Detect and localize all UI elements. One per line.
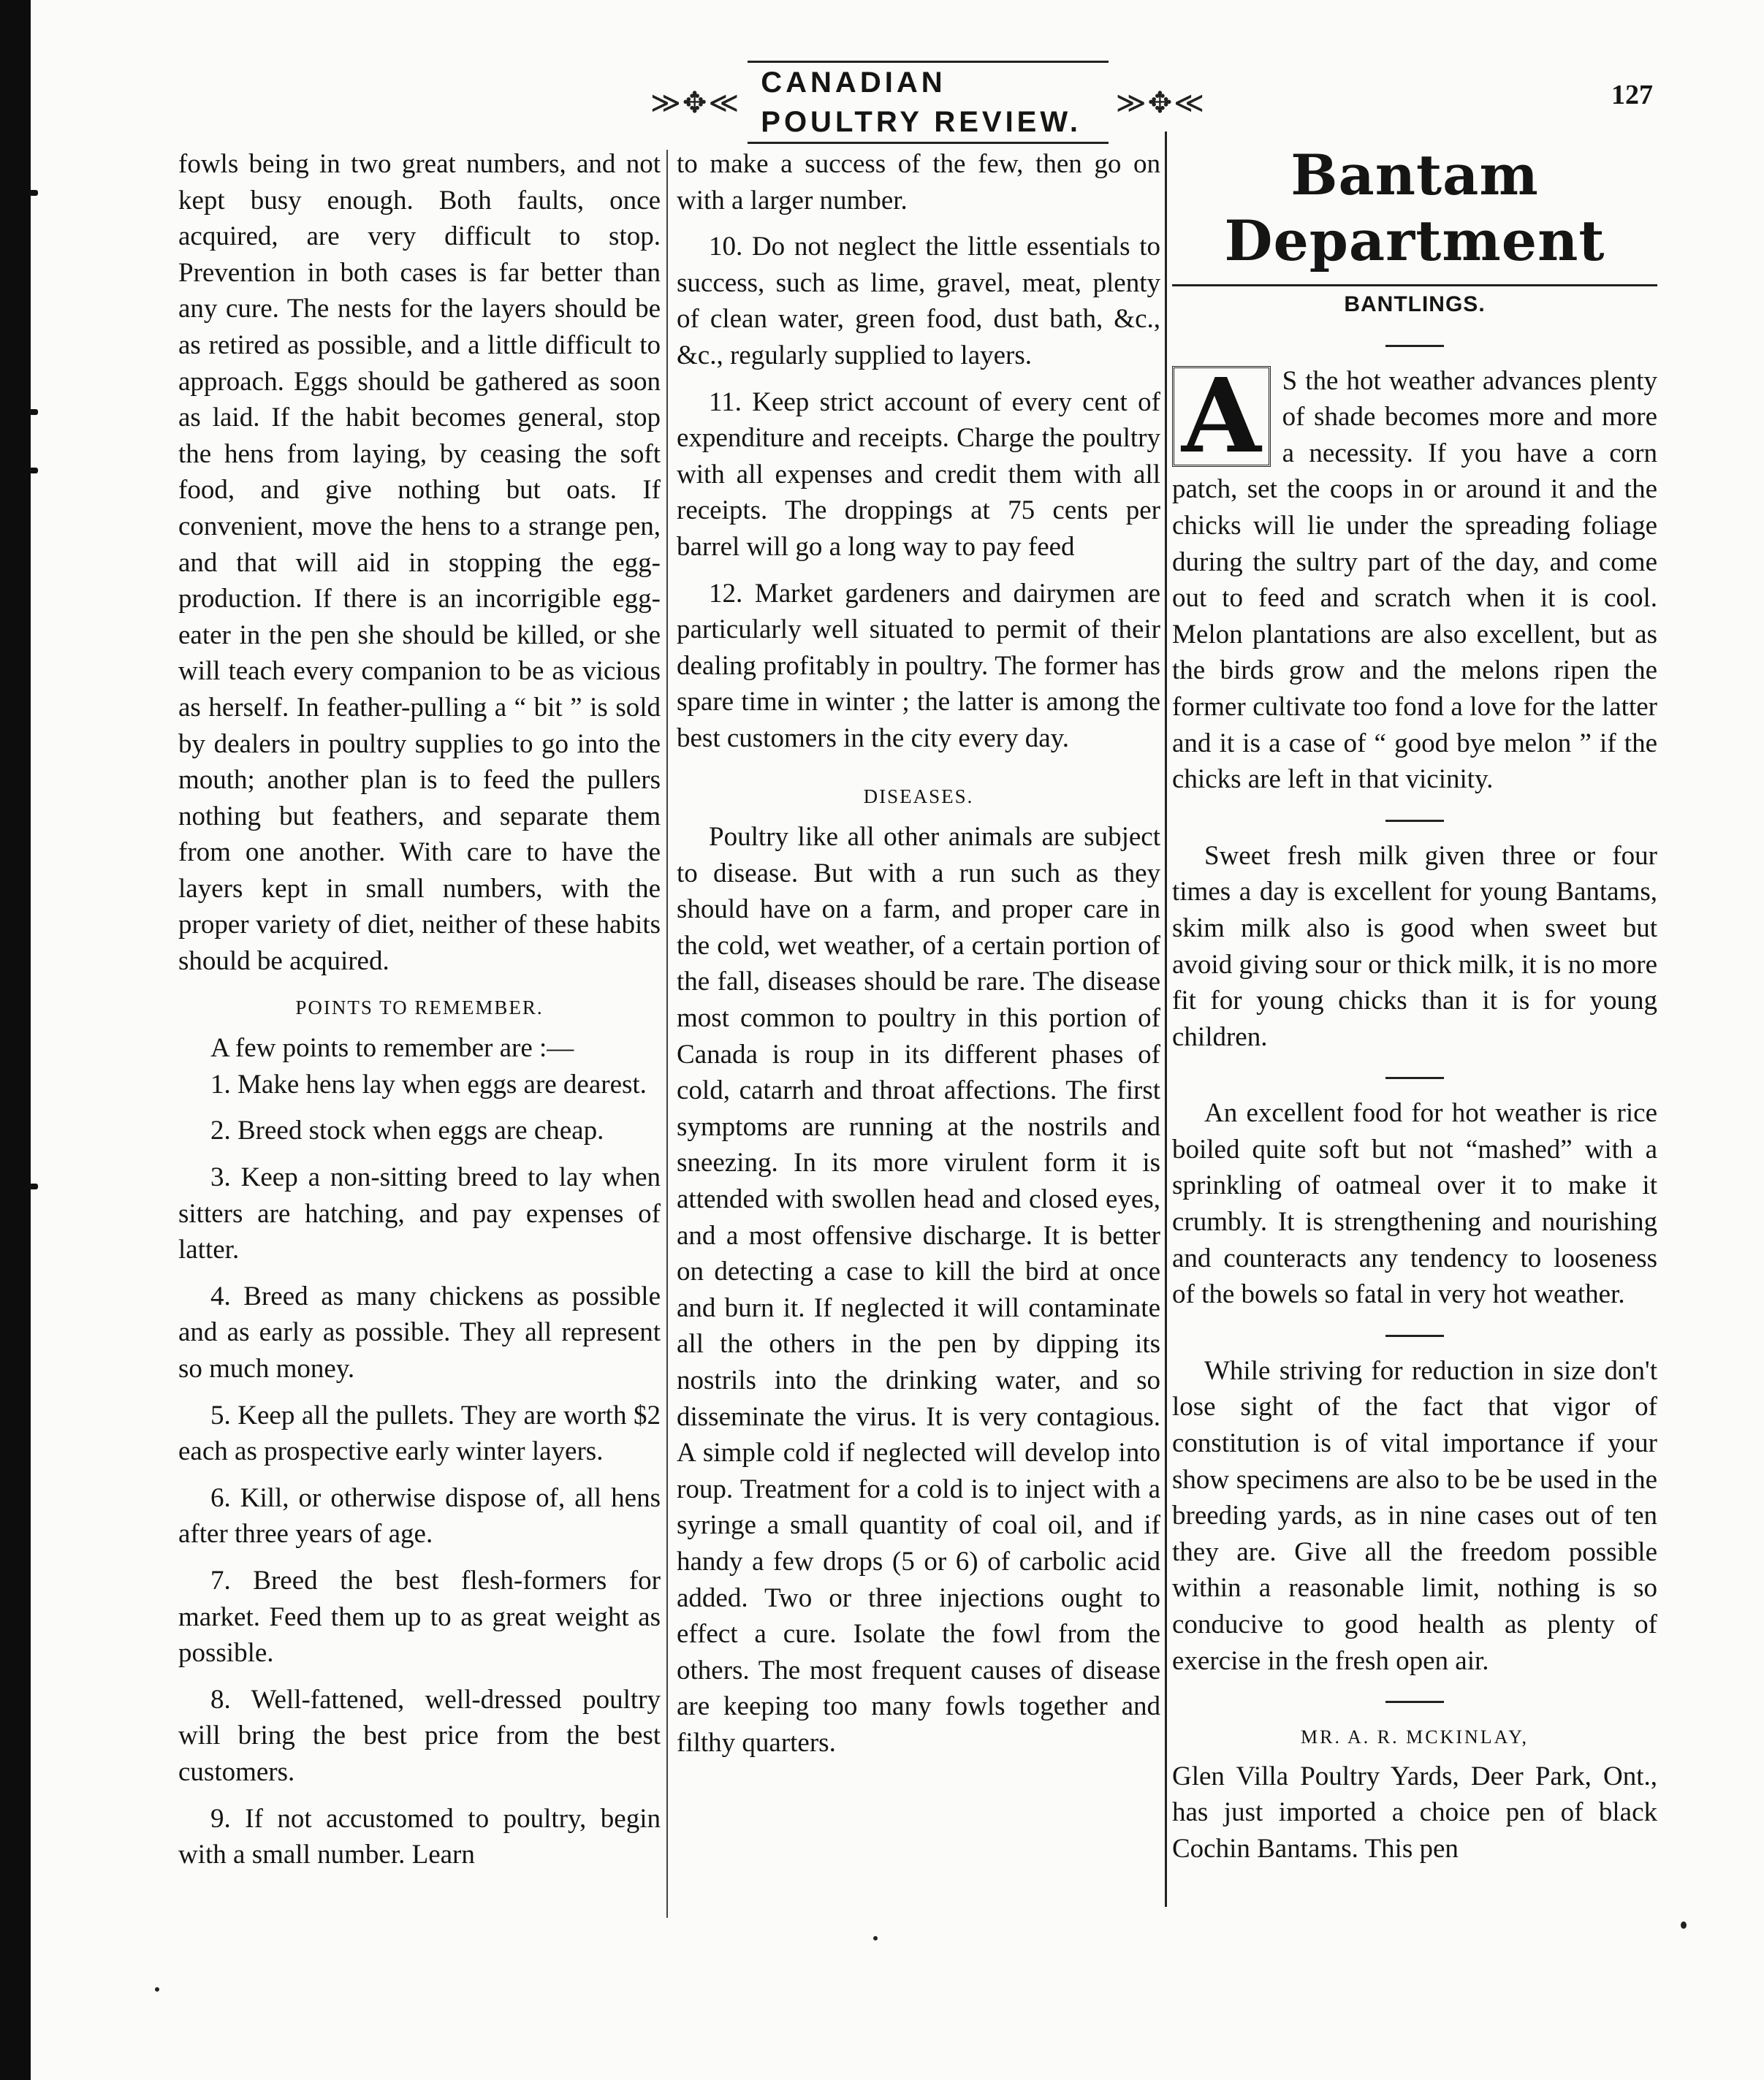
masthead [650,66,1206,138]
print-speck [155,1987,159,1992]
column-1 [178,146,661,1873]
section-heading-bantlings: BANTLINGS. [1344,292,1486,316]
binding-mark [29,190,38,196]
section-heading-points: POINTS TO REMEMBER. [295,996,544,1018]
point-item: 5. Keep all the pullets. They are worth $2 each as prospective early winter layers. [178,1400,661,1467]
masthead-ornament-right-icon: ≫✥≪ [1115,85,1206,119]
point-item: 3. Keep a non-sitting breed to lay when sitters are hatching, and pay expenses of latter. [178,1162,661,1265]
short-rule [1385,1335,1444,1337]
binding-mark [29,468,38,473]
masthead-title: CANADIAN POULTRY REVIEW. [748,61,1108,144]
point-item: 2. Breed stock when eggs are cheap. [210,1116,604,1146]
masthead-ornament-left-icon: ≫✥≪ [650,85,741,119]
paragraph-shade-text: S the hot weather advances plenty of shade becomes more and more a necessity. If you have a corn patch, set the coops in or around it and the chicks will lie under the spreading foliage during the sultry part of the day, and come out to feed and scratch when it is cool. Melon plantations are also excellent, but as the birds grow and the melons ripen the former cultivate too fond a love for the latter and it is a case of “ good bye melon ” if the chicks are left in that vicinity. [1172,365,1657,795]
page-number: 127 [1611,80,1653,110]
point-item: 7. Breed the best flesh-formers for market. Feed them up to as great weight as possible. [178,1565,661,1669]
section-heading-diseases: DISEASES. [863,785,974,807]
point-item: 9. If not accustomed to poultry, begin with a small number. Learn [178,1803,661,1870]
column-divider [666,150,668,1918]
department-divider [1165,132,1167,1907]
paragraph-milk: Sweet fresh milk given three or four times a day is excellent for young Bantams, skim milk also is good when sweet but avoid giving sour or thick milk, it is no more fit for young chicks than it is for young children. [1172,840,1657,1052]
point-item: 4. Breed as many chickens as possible and as early as possible. They all represent so much money. [178,1281,661,1384]
binding-edge [0,0,31,2080]
point-continued: to make a success of the few, then go on with a larger number. [677,149,1160,216]
paragraph-egg-eating: fowls being in two great numbers, and not kept busy enough. Both faults, once acquired, are very difficult to stop. Prevention in both cases is far better than any cure. The nests for the layers should be as retired as possible, and a little difficult to approach. Eggs should be gathered as soon as laid. If the habit becomes general, stop the hens from laying, by ceasing the soft food, and give nothing but oats. If convenient, move the hens to a strange pen, and that will aid in stopping the egg-production. If there is an incorrigible egg-eater in the pen she should be killed, or she will teach every companion to be as vicious as herself. In feather-pulling a “ bit ” is sold by dealers in poultry supplies to go into the mouth; another plan is to feed the pullers nothing but feathers, and separate them from one another. With care to have the layers kept in small numbers, with the proper variety of diet, neither of these habits should be acquired. [178,149,661,977]
binding-mark [29,409,38,415]
binding-mark [29,1184,38,1189]
column-2 [677,146,1160,1761]
column-3 [1172,142,1657,1867]
points-intro: A few points to remember are :— [210,1033,574,1064]
short-rule [1385,345,1444,347]
paragraph-food: An excellent food for hot weather is rice boiled quite soft but not “mashed” with a sprinkling of oatmeal over it to make it crumbly. It is strengthening and nourishing and counteracts any tendency to looseness of the bowels so fatal in very hot weather. [1172,1098,1657,1310]
point-item: 6. Kill, or otherwise dispose of, all hens after three years of age. [178,1482,661,1550]
department-title: Bantam Department [1172,142,1657,286]
drop-cap-letter: A [1172,366,1271,467]
heading-mckinlay: MR. A. R. MCKINLAY, [1300,1726,1529,1748]
point-item: 8. Well-fattened, well-dressed poultry will bring the best price from the best customers. [178,1684,661,1787]
short-rule [1385,1077,1444,1079]
print-speck [1681,1921,1687,1929]
print-speck [873,1936,878,1940]
point-item: 12. Market gardeners and dairymen are particularly well situated to permit of their dealing profitably in poultry. The former has spare time in winter ; the latter is among the best customers in the city every day. [677,578,1160,753]
point-item: 10. Do not neglect the little essentials to success, such as lime, gravel, meat, plenty of clean water, green food, dust bath, &c., &c., regularly supplied to layers. [677,232,1160,370]
point-item: 1. Make hens lay when eggs are dearest. [210,1069,647,1100]
short-rule [1385,1701,1444,1703]
paragraph-shade [1172,356,1657,798]
point-item: 11. Keep strict account of every cent of expenditure and receipts. Charge the poultry with all expenses and credit them with all receipts. The droppings at 75 cents per barrel will go a long way to pay feed [677,386,1160,562]
paragraph-diseases: Poultry like all other animals are subject to disease. But with a run such as they should have on a farm, and proper care in the cold, wet weather, of a certain portion of the fall, diseases should be rare. The disease most common to poultry in this portion of Canada is roup in its different phases of cold, catarrh and throat affections. The first symptoms are running at the nostrils and sneezing. In its more virulent form it is attended with swollen head and closed eyes, and a most offensive discharge. It is better on detecting a case to kill the bird at once and burn it. If neglected it will contaminate all the others in the pen by dipping its nostrils into the drinking water, and so disseminate the virus. It is very contagious. A simple cold if neglected will develop into roup. Treatment for a cold is to inject with a syringe a small quantity of coal oil, and if handy a few drops (5 or 6) of carbolic acid added. Two or three injections ought to effect a cure. Isolate the fowl from the others. The most frequent causes of disease are keeping too many fowls together and filthy quarters. [677,822,1160,1758]
short-rule [1385,820,1444,822]
paragraph-vigor: While striving for reduction in size don't lose sight of the fact that vigor of constitution is of vital importance if your show specimens are also to be be used in the breeding yards, as in nine cases out of ten they are. Give all the freedom possible within a reasonable limit, nothing is so conducive to good health as plenty of exercise in the fresh open air. [1172,1355,1657,1676]
paragraph-mckinlay: Glen Villa Poultry Yards, Deer Park, Ont., has just imported a choice pen of black Cochin Bantams. This pen [1172,1761,1657,1864]
